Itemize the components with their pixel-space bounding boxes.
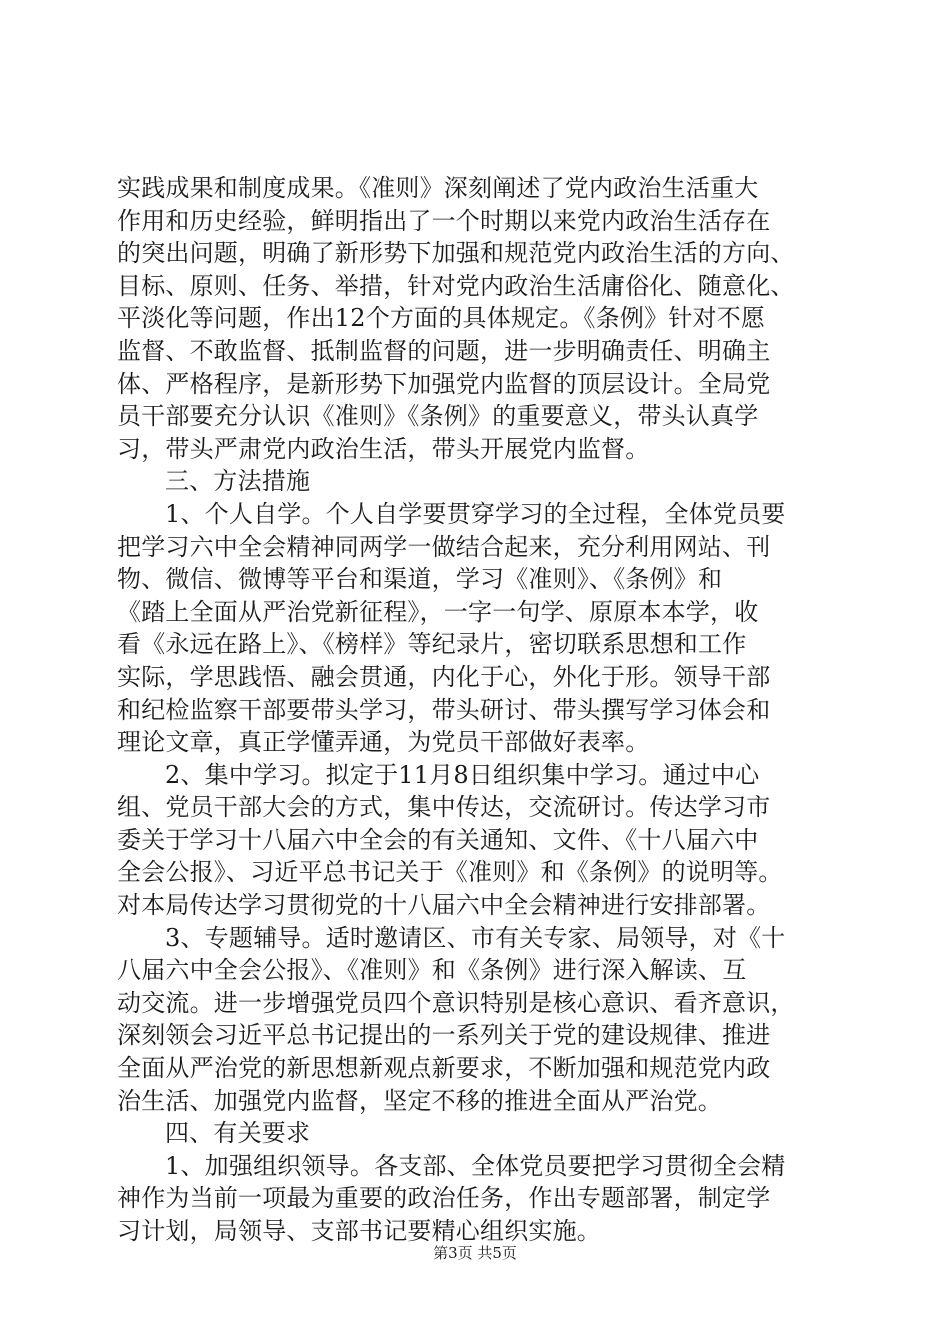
text-line: 1、个人自学。个人自学要贯穿学习的全过程，全体党员要 [165, 499, 786, 528]
text-line: 把学习六中全会精神同两学一做结合起来，充分利用网站、刊 [117, 532, 771, 561]
text-line: 实际，学思践悟、融会贯通，内化于心，外化于形。领导干部 [117, 662, 771, 691]
text-line: 三、方法措施 [165, 467, 311, 496]
text-line: 和纪检监察干部要带头学习，带头研讨、带头撰写学习体会和 [117, 695, 771, 724]
text-line: 全会公报》、习近平总书记关于《准则》和《条例》的说明等。 [117, 858, 783, 887]
text-line: 2、集中学习。拟定于11月8日组织集中学习。通过中心 [165, 760, 760, 789]
text-line: 的突出问题，明确了新形势下加强和规范党内政治生活的方向、 [117, 239, 795, 268]
text-line: 习，带头严肃党内政治生活，带头开展党内监督。 [117, 434, 650, 463]
text-line: 看《永远在路上》、《榜样》等纪录片，密切联系思想和工作 [117, 630, 747, 659]
text-line: 治生活、加强党内监督，坚定不移的推进全面从严治党。 [117, 1086, 722, 1115]
text-line: 《踏上全面从严治党新征程》，一字一句学、原原本本学，收 [117, 597, 759, 626]
text-line: 神作为当前一项最为重要的政治任务，作出专题部署，制定学 [117, 1184, 771, 1213]
text-line: 物、微信、微博等平台和渠道，学习《准则》、《条例》和 [117, 565, 723, 594]
text-line: 四、有关要求 [165, 1119, 311, 1148]
page-number-footer: 第3页 共5页 [433, 1244, 517, 1262]
text-line: 3、专题辅导。适时邀请区、市有关专家、局领导，对《十 [165, 923, 786, 952]
text-line: 体、严格程序，是新形势下加强党内监督的顶层设计。全局党 [117, 369, 771, 398]
text-line: 对本局传达学习贯彻党的十八届六中全会精神进行安排部署。 [117, 891, 771, 920]
text-line: 目标、原则、任务、举措，针对党内政治生活庸俗化、随意化、 [117, 271, 795, 300]
text-line: 理论文章，真正学懂弄通，为党员干部做好表率。 [117, 728, 650, 757]
text-line: 八届六中全会公报》、《准则》和《条例》进行深入解读、互 [117, 956, 747, 985]
text-line: 动交流。进一步增强党员四个意识特别是核心意识、看齐意识， [117, 988, 795, 1017]
text-line: 平淡化等问题，作出12个方面的具体规定。《条例》针对不愿 [117, 304, 766, 333]
text-line: 习计划，局领导、支部书记要精心组织实施。 [117, 1217, 601, 1245]
text-line: 深刻领会习近平总书记提出的一系列关于党的建设规律、推进 [117, 1021, 771, 1050]
text-line: 1、加强组织领导。各支部、全体党员要把学习贯彻全会精 [165, 1151, 786, 1180]
text-line: 全面从严治党的新思想新观点新要求，不断加强和规范党内政 [117, 1054, 771, 1083]
document-body [117, 172, 837, 1248]
text-line: 监督、不敢监督、抵制监督的问题，进一步明确责任、明确主 [117, 336, 771, 365]
text-line: 委关于学习十八届六中全会的有关通知、文件、《十八届六中 [117, 825, 759, 854]
text-line: 员干部要充分认识《准则》《条例》的重要意义，带头认真学 [117, 402, 759, 431]
text-line: 作用和历史经验，鲜明指出了一个时期以来党内政治生活存在 [117, 206, 771, 235]
text-line: 组、党员干部大会的方式，集中传达，交流研讨。传达学习市 [117, 793, 771, 822]
text-line: 实践成果和制度成果。《准则》深刻阐述了党内政治生活重大 [117, 174, 759, 202]
